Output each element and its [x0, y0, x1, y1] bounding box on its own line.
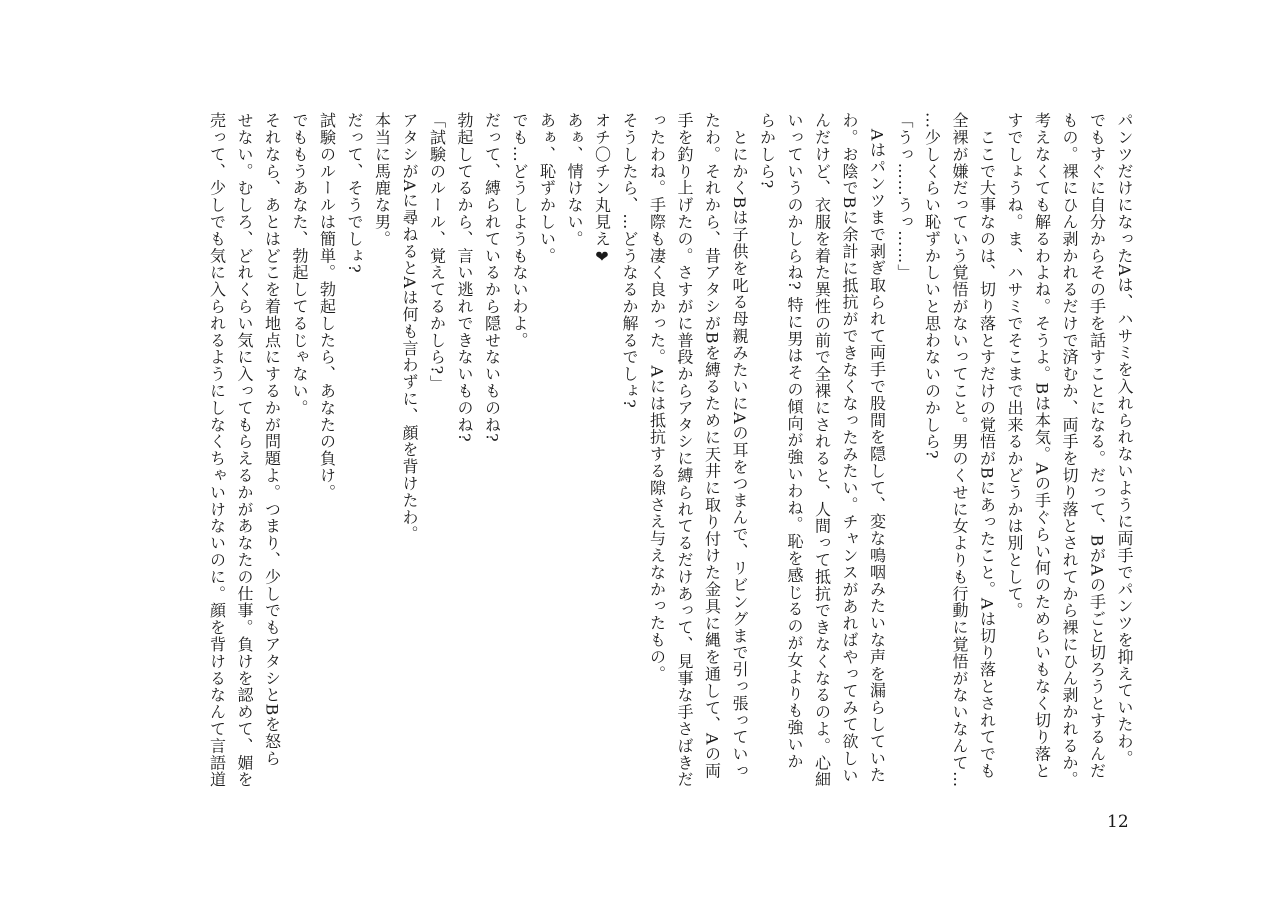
text-line: らかしら?: [757, 112, 777, 190]
text-line: とにかくBは子供を叱る母親みたいにAの耳をつまんで、リビングまで引っ張っていっ: [730, 112, 749, 780]
text-line: アタシがAに尋ねるとAは何も言わずに、顔を背けたわ。: [400, 112, 419, 543]
text-line: だって、そうでしょ?: [345, 112, 364, 274]
text-line: 試験のルールは簡単。勃起したら、あなたの負け。: [317, 112, 337, 501]
text-line: あぁ、恥ずかしい。: [537, 112, 557, 265]
text-line: ったわね。手際も凄く良かった。Aには抵抗する隙さえ与えなかったもの。: [647, 112, 667, 683]
text-line: パンツだけになったAは、ハサミを入れられないように両手でパンツを抑えていたわ。: [1115, 112, 1134, 767]
text-line: わ。お陰でBに余計に抵抗ができなくなったみたい。チャンスがあればやってみて欲しい: [840, 112, 859, 784]
text-line: …少しくらい恥ずかしいと思わないのかしら?: [922, 112, 942, 460]
text-line: 手を釣り上げたの。さすがに普段からアタシに縛られてるだけあって、見事な手さばきだ: [675, 112, 694, 788]
text-line: 売って、少しでも気に入られるようにしなくちゃいけないのに。顔を背けるなんて言語道: [207, 112, 227, 788]
text-line: あぁ、情けない。: [565, 112, 584, 248]
page-number: 12: [1107, 812, 1129, 832]
text-line: だって、縛られているから隠せないものね?: [482, 112, 502, 443]
text-line: それなら、あとはどこを着地点にするかが問題よ。つまり、少しでもアタシとBを怒ら: [262, 112, 282, 767]
text-line: もの。裸にひん剥かれるだけで済むか、両手を切り落とされてから裸にひん剥かれるか。: [1060, 112, 1079, 788]
text-line: 「試験のルール、覚えてるかしら?」: [427, 112, 447, 392]
body-text: [138, 112, 1138, 802]
text-line: ここで大事なのは、切り落とすだけの覚悟がBにあったこと。Aは切り落とされてでも: [977, 112, 997, 780]
text-line: 考えなくても解るわよね。そうよ。Bは本気。Aの手ぐらい何のためらいもなく切り落と: [1032, 112, 1052, 780]
text-line: んだけど、衣服を着た異性の前で全裸にされると、人間って抵抗できなくなるのよ。心細: [812, 112, 832, 788]
text-line: オチ〇チン丸見え❤: [592, 112, 612, 268]
text-line: すでしょうね。ま、ハサミでそこまで出来るかどうかは別として。: [1005, 112, 1024, 619]
text-line: たわ。それから、昔アタシがBを縛るために天井に取り付けた金具に縄を通して、Aの両: [702, 112, 722, 780]
text-line: Aはパンツまで剥ぎ取られて両手で股間を隠して、変な鳴咽みたいな声を漏らしていた: [867, 112, 887, 784]
text-line: でももうあなた、勃起してるじゃない。: [290, 112, 309, 417]
text-line: そうしたら、…どうなるか解るでしょ?: [620, 112, 639, 409]
text-line: でもすぐに自分からその手を話すことになる。だって、BがAの手ごと切ろうとするんだ: [1087, 112, 1107, 780]
text-line: 「うっ……うっ……」: [895, 112, 914, 281]
text-line: でも…どうしようもないわよ。: [510, 112, 529, 349]
text-line: 全裸が嫌だっていう覚悟がないってこと。男のくせに女よりも行動に覚悟がないなんて…: [950, 112, 969, 788]
text-line: 勃起してるから、言い逃れできないものね?: [455, 112, 474, 443]
text-line: せない。むしろ、どれくらい気に入ってもらえるかがあなたの仕事。負けを認めて、媚を: [235, 112, 254, 788]
text-line: 本当に馬鹿な男。: [372, 112, 392, 248]
text-line: いっていうのかしらね? 特に男はその傾向が強いわね。恥を感じるのが女よりも強いか: [785, 112, 804, 770]
